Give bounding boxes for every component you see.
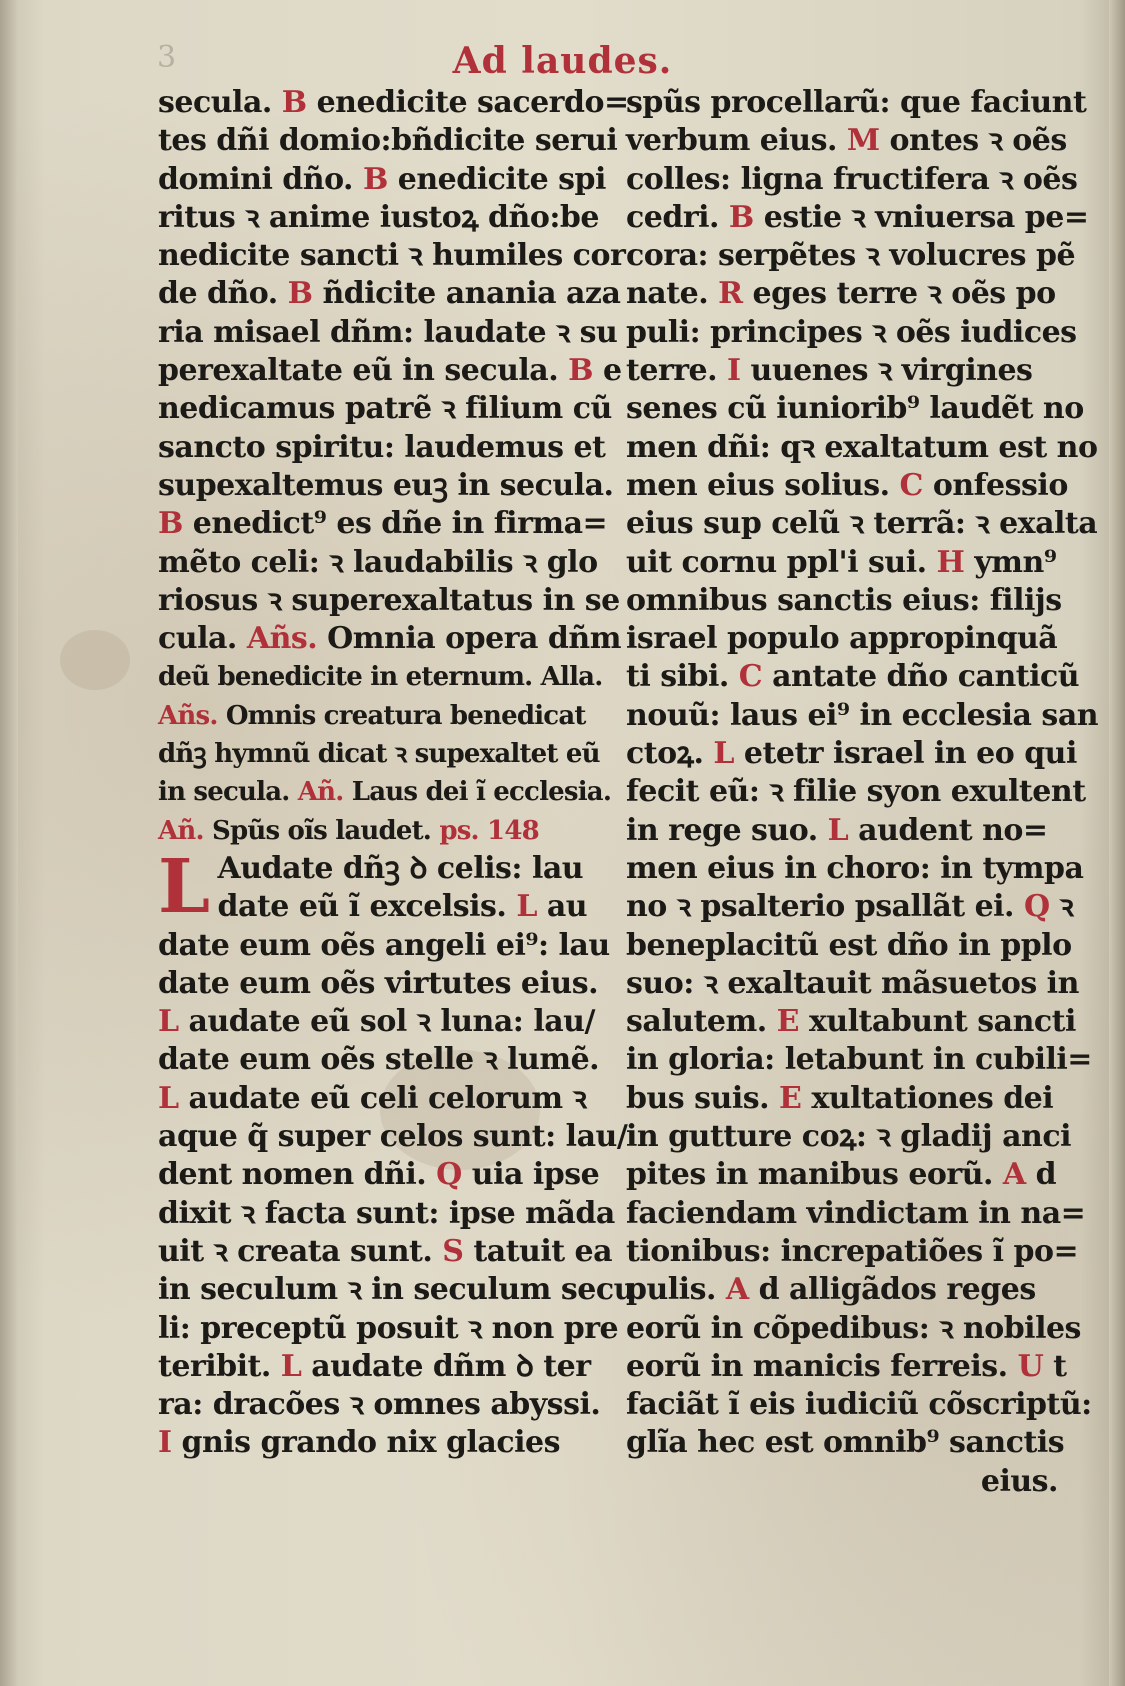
- text-span: eges terre ꝛ oẽs po: [742, 276, 1056, 312]
- text-span: faciendam vindictam in na=: [626, 1195, 1086, 1231]
- text-span: uit cornu ppl'i sui.: [626, 544, 937, 580]
- rubric-text: L: [280, 1348, 302, 1384]
- text-span: pites in manibus eorũ.: [626, 1157, 1003, 1193]
- left-column-line: [158, 314, 618, 352]
- right-column-line: [626, 773, 1086, 811]
- text-span: Omnis creatura benedicat: [217, 700, 586, 731]
- right-column-line: [626, 697, 1099, 735]
- rubric-text: L: [158, 1004, 179, 1040]
- text-span: in secula.: [158, 777, 298, 808]
- text-span: dixit ꝛ facta sunt: ipse mãda: [158, 1195, 615, 1231]
- text-span: tatuit ea: [463, 1233, 613, 1269]
- text-span: ñdicite anania aza: [312, 276, 621, 312]
- right-column-line: [626, 314, 1077, 352]
- rubric-text: Añs.: [246, 621, 318, 657]
- left-column-line: [158, 888, 598, 926]
- rubric-text: B: [568, 353, 593, 389]
- rubric-text: L: [516, 889, 537, 925]
- text-span: li: preceptũ posuit ꝛ non pre: [158, 1310, 619, 1346]
- text-span: date eum oẽs virtutes eius.: [158, 965, 599, 1001]
- text-span: date eum oẽs angeli ei⁹: lau: [158, 927, 610, 963]
- left-column-line: [158, 237, 626, 275]
- left-column-line: [158, 927, 610, 965]
- rubric-text: L: [158, 1080, 179, 1116]
- rubric-text: C: [738, 659, 763, 695]
- left-column-line: [158, 1310, 619, 1348]
- text-span: terre.: [626, 353, 728, 389]
- left-column-line: [158, 467, 614, 505]
- text-span: mẽto celi: ꝛ laudabilis ꝛ glo: [158, 544, 598, 580]
- text-span: nouũ: laus ei⁹ in ecclesia san: [626, 697, 1099, 733]
- left-column-line: [158, 812, 598, 850]
- rubric-text: B: [728, 199, 754, 235]
- right-column-line: [626, 390, 1084, 428]
- text-span: gnis grando nix glacies: [171, 1425, 560, 1461]
- text-span: cora: serpẽtes ꝛ volucres pẽ: [626, 238, 1076, 274]
- left-column-line: [158, 429, 606, 467]
- page-stain: [60, 630, 130, 690]
- right-column-line: [626, 888, 1074, 926]
- text-span: eorũ in cõpedibus: ꝛ nobiles: [626, 1310, 1081, 1346]
- page-right-edge: [1109, 0, 1125, 1686]
- right-column-line: [626, 1041, 1092, 1079]
- text-span: d alligãdos reges: [748, 1272, 1036, 1308]
- text-span: ritus ꝛ anime iustoꝝ dño:be: [158, 199, 599, 235]
- text-span: estie ꝛ vniuersa pe=: [753, 199, 1089, 235]
- right-column-line: [626, 544, 1062, 582]
- rubric-text: M: [846, 123, 880, 159]
- rubric-text: R: [718, 276, 743, 312]
- left-column-line: [158, 122, 618, 160]
- right-column-line: [626, 582, 1062, 620]
- text-span: audate dñm ꝺ ter: [301, 1348, 591, 1384]
- left-column-line: [158, 1348, 598, 1386]
- rubric-text: E: [779, 1080, 802, 1116]
- right-column-line: [626, 965, 1079, 1003]
- text-span: Laus dei ĩ ecclesia.: [343, 777, 612, 808]
- left-column-line: [158, 1080, 598, 1118]
- right-text-column: [626, 84, 1099, 1501]
- text-span: date eũ ĩ excelsis.: [217, 889, 517, 925]
- text-span: men dñi: qꝛ exaltatum est no: [626, 429, 1098, 465]
- text-span: enedicite sacerdo=: [306, 85, 629, 120]
- text-span: ymn⁹: [964, 544, 1057, 580]
- text-span: israel populo appropinquã: [626, 621, 1058, 657]
- right-column-line: [626, 429, 1098, 467]
- left-column-line: [158, 1233, 613, 1271]
- text-span: audent no=: [848, 812, 1048, 848]
- text-span: verbum eius.: [626, 123, 847, 159]
- right-column-line: [626, 658, 1080, 696]
- text-span: in gloria: letabunt in cubili=: [626, 1042, 1092, 1078]
- page-left-edge: [0, 0, 18, 1686]
- text-span: in rege suo.: [626, 812, 828, 848]
- text-span: puli: principes ꝛ oẽs iudices: [626, 314, 1077, 350]
- text-span: no ꝛ psalterio psallãt ei.: [626, 889, 1024, 925]
- text-span: spũs procellarũ: que faciunt: [626, 85, 1087, 120]
- rubric-text: H: [936, 544, 965, 580]
- text-span: xultabunt sancti: [799, 1004, 1076, 1040]
- text-span: nate.: [626, 276, 719, 312]
- left-column-line: [158, 390, 612, 428]
- text-span: senes cũ iuniorib⁹ laudẽt no: [626, 391, 1084, 427]
- rubric-text: B: [281, 85, 307, 120]
- rubric-text: Q: [436, 1157, 462, 1193]
- text-span: perexaltate eũ in secula.: [158, 353, 569, 389]
- left-column-line: [158, 1156, 598, 1194]
- text-span: fecit eũ: ꝛ filie syon exultent: [626, 774, 1086, 810]
- rubric-text: Añs.: [158, 700, 218, 731]
- left-column-line: [158, 582, 620, 620]
- text-span: teribit.: [158, 1348, 281, 1384]
- text-span: riosus ꝛ superexaltatus in se: [158, 582, 620, 618]
- right-column-line: [626, 122, 1067, 160]
- text-span: xultationes dei: [801, 1080, 1054, 1116]
- text-span: e: [593, 353, 622, 389]
- text-span: bus suis.: [626, 1080, 779, 1116]
- left-column-line: [158, 275, 621, 313]
- right-column-line: [626, 812, 1062, 850]
- right-column-line: [626, 199, 1089, 237]
- text-span: dñꝫ hymnũ dicat ꝛ supexaltet eũ: [158, 739, 600, 770]
- right-column-line: [626, 1080, 1062, 1118]
- rubric-text: B: [362, 161, 388, 197]
- right-column-line: [626, 1118, 1071, 1156]
- rubric-text: S: [442, 1233, 464, 1269]
- left-column-line: [158, 620, 621, 658]
- rubric-text: Q: [1023, 889, 1050, 925]
- text-span: onfessio: [922, 467, 1068, 503]
- text-span: uit ꝛ creata sunt.: [158, 1233, 443, 1269]
- text-span: glĩa hec est omnib⁹ sanctis: [626, 1425, 1065, 1461]
- rubric-text: C: [899, 467, 923, 503]
- folio-number: 3: [157, 40, 177, 75]
- text-span: beneplacitũ est dño in pplo: [626, 927, 1072, 963]
- text-span: men eius solius.: [626, 467, 900, 503]
- right-column-line: [626, 275, 1062, 313]
- text-span: faciãt ĩ eis iudiciũ cõscriptũ:: [626, 1387, 1092, 1423]
- right-column-line: [626, 1463, 1062, 1501]
- rubric-text: A: [725, 1272, 749, 1308]
- text-span: supexaltemus euꝫ in secula.: [158, 467, 614, 503]
- text-span: au: [536, 889, 588, 925]
- right-column-line: [626, 850, 1084, 888]
- text-span: date eum oẽs stelle ꝛ lumẽ.: [158, 1042, 600, 1078]
- rubric-text: B: [287, 276, 313, 312]
- left-column-line: [158, 505, 608, 543]
- rubric-text: A: [1002, 1157, 1026, 1193]
- left-column-line: [158, 1041, 598, 1079]
- text-span: ontes ꝛ oẽs: [879, 123, 1067, 159]
- left-column-line: [158, 84, 629, 122]
- text-span: domini dño.: [158, 161, 363, 197]
- right-column-line: [626, 161, 1078, 199]
- decorated-initial: L: [158, 843, 210, 930]
- text-span: omnibus sanctis eius: filijs: [626, 582, 1062, 618]
- left-text-column: [158, 84, 635, 1463]
- text-span: men eius in choro: in tympa: [626, 850, 1084, 886]
- text-span: tes dñi domio:bñdicite serui: [158, 123, 618, 159]
- right-column-line: [626, 1156, 1062, 1194]
- text-span: Omnia opera dñm: [317, 621, 621, 657]
- running-header: Ad laudes.: [452, 40, 673, 82]
- right-column-line: [626, 1195, 1086, 1233]
- left-column-line: [158, 965, 598, 1003]
- rubric-text: B: [158, 506, 183, 542]
- right-column-line: [626, 1424, 1065, 1462]
- left-column-line: [158, 658, 603, 696]
- right-column-line: [626, 237, 1076, 275]
- right-column-line: [626, 1003, 1076, 1041]
- text-span: deũ benedicite in eternum. Alla.: [158, 662, 603, 693]
- text-span: audate eũ celi celorum ꝛ: [178, 1080, 587, 1116]
- rubric-text: I: [158, 1425, 172, 1461]
- text-span: aque q̃ super celos sunt: lau/: [158, 1119, 628, 1155]
- text-span: eorũ in manicis ferreis.: [626, 1348, 1018, 1384]
- text-span: ra: dracões ꝛ omnes abyssi.: [158, 1387, 601, 1423]
- text-span: ctoꝝ.: [626, 736, 714, 772]
- text-span: suo: ꝛ exaltauit mãsuetos in: [626, 965, 1079, 1001]
- text-span: nedicamus patrẽ ꝛ filium cũ: [158, 391, 612, 427]
- left-column-line: [158, 1195, 615, 1233]
- text-span: ꝛ: [1049, 889, 1074, 925]
- text-span: cedri.: [626, 199, 729, 235]
- text-span: ti sibi.: [626, 659, 739, 695]
- right-column-line: [626, 352, 1062, 390]
- text-span: cula.: [158, 621, 247, 657]
- text-span: in seculum ꝛ in seculum secu: [158, 1272, 635, 1308]
- left-column-line: [158, 1003, 598, 1041]
- text-span: in gutture coꝝ: ꝛ gladij anci: [626, 1119, 1071, 1155]
- text-span: colles: ligna fructifera ꝛ oẽs: [626, 161, 1078, 197]
- left-column-line: [158, 1271, 635, 1309]
- right-column-line: [626, 620, 1062, 658]
- text-span: nedicite sancti ꝛ humiles cor: [158, 238, 626, 274]
- right-column-line: [626, 927, 1072, 965]
- text-span: uuenes ꝛ virgines: [740, 353, 1033, 389]
- right-column-line: [626, 505, 1098, 543]
- rubric-text: U: [1017, 1348, 1044, 1384]
- text-span: tionibus: increpatiões ĩ po=: [626, 1233, 1079, 1269]
- text-span: pulis.: [626, 1272, 726, 1308]
- right-column-line: [626, 467, 1068, 505]
- text-span: dent nomen dñi.: [158, 1157, 437, 1193]
- text-span: ria misael dñm: laudate ꝛ su: [158, 314, 618, 350]
- text-span: eius sup celũ ꝛ terrã: ꝛ exalta: [626, 506, 1098, 542]
- rubric-text: Añ.: [158, 815, 204, 846]
- left-column-line: [158, 199, 598, 237]
- text-span: etetr israel in eo qui: [733, 736, 1077, 772]
- text-span: uia ipse: [461, 1157, 600, 1193]
- right-column-line: [626, 1310, 1081, 1348]
- text-span: salutem.: [626, 1004, 777, 1040]
- left-column-line: [158, 544, 598, 582]
- text-span: audate eũ sol ꝛ luna: lau/: [178, 1004, 595, 1040]
- left-column-line: [158, 1118, 628, 1156]
- left-column-line: [158, 773, 612, 811]
- text-span: eius.: [980, 1463, 1058, 1499]
- right-column-line: [626, 1233, 1079, 1271]
- text-span: de dño.: [158, 276, 288, 312]
- rubric-text: ps. 148: [439, 815, 539, 846]
- text-span: enedict⁹ es dñe in firma=: [182, 506, 608, 542]
- text-span: Audate dñꝫ ꝺ celis: lau: [217, 850, 584, 886]
- right-column-line: [626, 1386, 1092, 1424]
- right-column-line: [626, 84, 1087, 122]
- left-column-line: [158, 735, 598, 773]
- rubric-text: L: [713, 736, 734, 772]
- text-span: Spũs oĩs laudet.: [203, 815, 440, 846]
- right-column-line: [626, 735, 1077, 773]
- left-column-line: [158, 352, 622, 390]
- rubric-text: L: [827, 812, 849, 848]
- rubric-text: I: [727, 353, 741, 389]
- left-column-line: [158, 161, 606, 199]
- right-column-line: [626, 1271, 1062, 1309]
- text-span: antate dño canticũ: [762, 659, 1080, 695]
- text-span: sancto spiritu: laudemus et: [158, 429, 606, 465]
- text-span: enedicite spi: [387, 161, 606, 197]
- text-span: d: [1025, 1157, 1057, 1193]
- right-column-line: [626, 1348, 1067, 1386]
- left-column-line: [158, 1424, 598, 1462]
- rubric-text: Añ.: [297, 777, 344, 808]
- left-column-line: [158, 697, 598, 735]
- text-span: t: [1043, 1348, 1067, 1384]
- text-span: secula.: [158, 85, 282, 120]
- rubric-text: E: [776, 1004, 799, 1040]
- left-column-line: [158, 1386, 601, 1424]
